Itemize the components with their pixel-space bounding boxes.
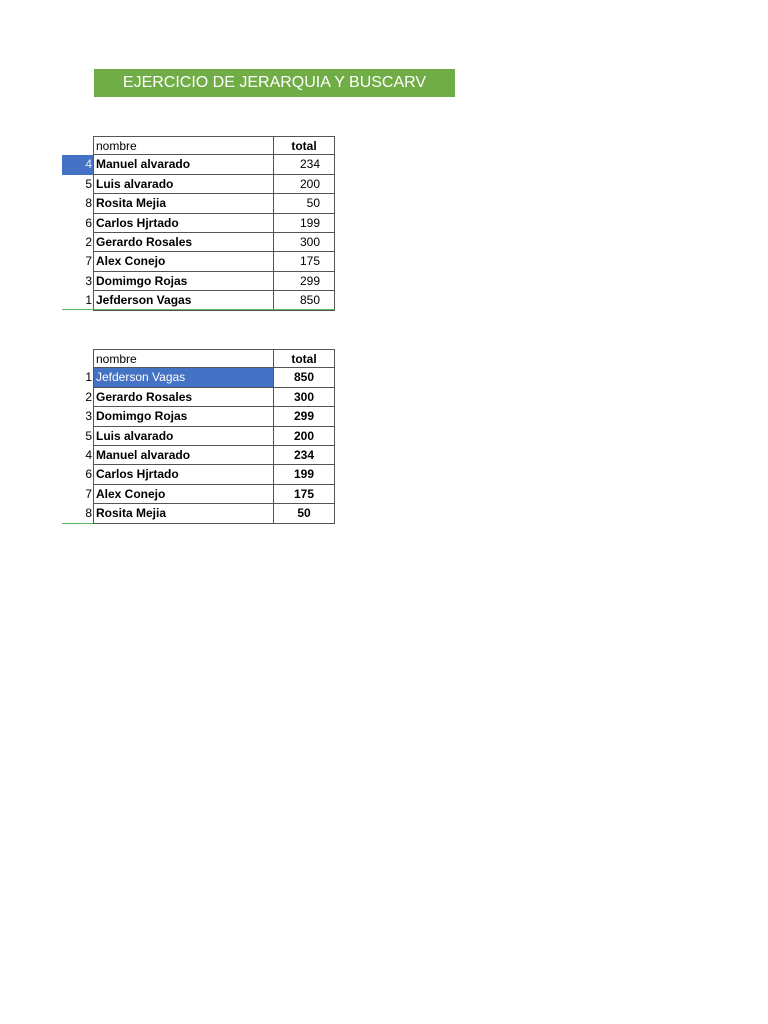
table-header-row (62, 136, 335, 155)
table-row (62, 485, 335, 504)
name-cell[interactable]: Luis alvarado (93, 427, 273, 446)
table-row (62, 504, 335, 523)
name-cell-selected[interactable]: Jefderson Vagas (93, 368, 273, 387)
rank-cell[interactable]: 2 (85, 234, 92, 249)
rank-cell-selected[interactable]: 4 (62, 155, 93, 174)
rank-cell[interactable]: 3 (85, 273, 92, 288)
rank-cell[interactable]: 5 (85, 428, 92, 443)
total-header-cell[interactable]: total (273, 349, 335, 368)
table2-green-border (62, 523, 93, 524)
table-row (62, 407, 335, 426)
total-cell[interactable]: 300 (273, 233, 335, 252)
rank-cell[interactable]: 6 (85, 215, 92, 230)
total-cell[interactable]: 199 (273, 465, 335, 484)
sheet-title-banner: EJERCICIO DE JERARQUIA Y BUSCARV (94, 69, 455, 97)
rank-cell[interactable]: 7 (85, 486, 92, 501)
table-row (62, 368, 335, 387)
rank-cell[interactable]: 1 (85, 370, 92, 385)
table-row (62, 155, 335, 174)
rank-cell[interactable]: 1 (85, 293, 92, 308)
name-cell[interactable]: Domimgo Rojas (93, 407, 273, 426)
name-cell[interactable]: Rosita Mejia (93, 504, 273, 523)
name-cell[interactable]: Rosita Mejia (93, 194, 273, 213)
total-cell[interactable]: 199 (273, 214, 335, 233)
table-row (62, 252, 335, 271)
name-cell[interactable]: Manuel alvarado (93, 155, 273, 174)
rank-cell[interactable]: 8 (85, 506, 92, 521)
table-row (62, 194, 335, 213)
rank-cell[interactable]: 7 (85, 254, 92, 269)
total-cell[interactable]: 299 (273, 272, 335, 291)
name-header-cell[interactable]: nombre (93, 349, 273, 368)
total-cell[interactable]: 50 (273, 504, 335, 523)
table1-green-border (62, 309, 335, 310)
table-row (62, 446, 335, 465)
total-cell[interactable]: 175 (273, 252, 335, 271)
total-cell[interactable]: 234 (273, 155, 335, 174)
name-cell[interactable]: Carlos Hjrtado (93, 214, 273, 233)
name-cell[interactable]: Alex Conejo (93, 252, 273, 271)
name-cell[interactable]: Gerardo Rosales (93, 233, 273, 252)
table-row (62, 465, 335, 484)
rank-cell[interactable]: 6 (85, 467, 92, 482)
total-cell[interactable]: 50 (273, 194, 335, 213)
rank-cell[interactable]: 5 (85, 176, 92, 191)
total-cell[interactable]: 200 (273, 427, 335, 446)
total-cell[interactable]: 850 (273, 368, 335, 387)
table-row (62, 427, 335, 446)
table-row (62, 272, 335, 291)
total-cell[interactable]: 200 (273, 175, 335, 194)
rank-cell[interactable]: 3 (85, 409, 92, 424)
name-cell[interactable]: Alex Conejo (93, 485, 273, 504)
total-cell[interactable]: 299 (273, 407, 335, 426)
name-cell[interactable]: Manuel alvarado (93, 446, 273, 465)
name-cell[interactable]: Domimgo Rojas (93, 272, 273, 291)
ranking-table-sorted (62, 349, 335, 524)
name-cell[interactable]: Carlos Hjrtado (93, 465, 273, 484)
rank-header-cell[interactable] (62, 136, 93, 155)
table-row (62, 291, 335, 310)
rank-header-cell[interactable] (62, 349, 93, 368)
table-row (62, 388, 335, 407)
name-cell[interactable]: Luis alvarado (93, 175, 273, 194)
rank-cell[interactable]: 8 (85, 196, 92, 211)
table-header-row (62, 349, 335, 368)
total-cell[interactable]: 175 (273, 485, 335, 504)
table-row (62, 214, 335, 233)
total-cell[interactable]: 300 (273, 388, 335, 407)
total-cell[interactable]: 850 (273, 291, 335, 310)
ranking-table-unsorted (62, 136, 335, 311)
total-cell[interactable]: 234 (273, 446, 335, 465)
total-header-cell[interactable]: total (273, 136, 335, 155)
name-cell[interactable]: Jefderson Vagas (93, 291, 273, 310)
rank-cell[interactable]: 2 (85, 389, 92, 404)
rank-cell[interactable]: 4 (85, 447, 92, 462)
table-row (62, 233, 335, 252)
name-cell[interactable]: Gerardo Rosales (93, 388, 273, 407)
table-row (62, 175, 335, 194)
name-header-cell[interactable]: nombre (93, 136, 273, 155)
